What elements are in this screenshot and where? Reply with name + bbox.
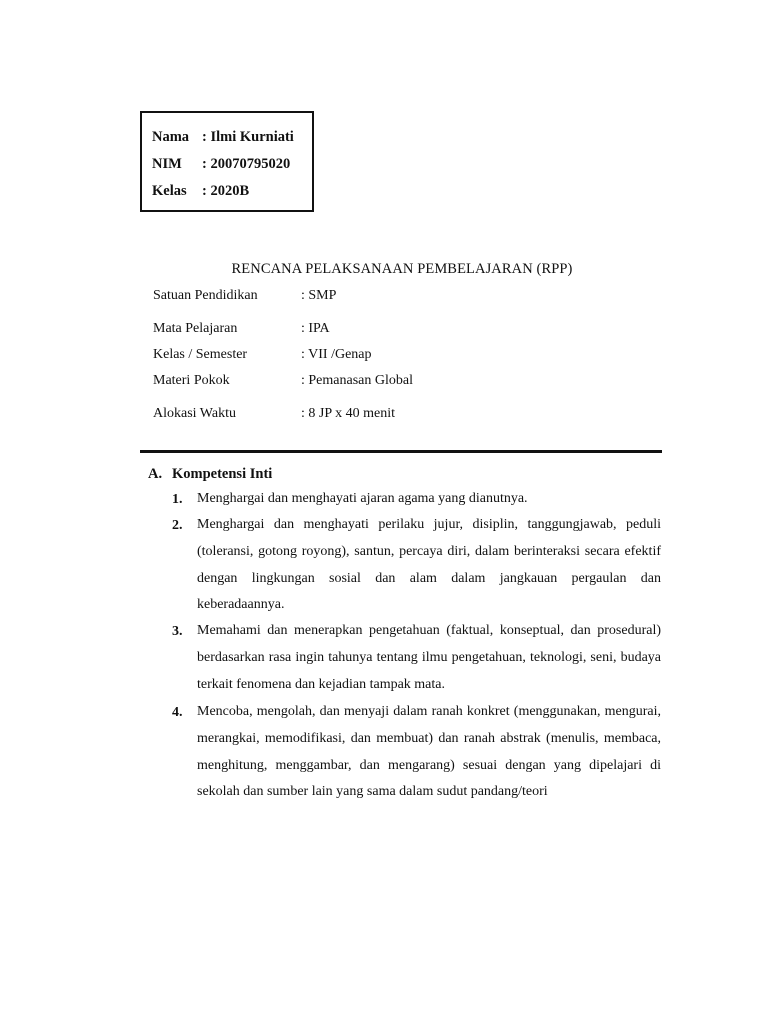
document-title: RENCANA PELAKSANAAN PEMBELAJARAN (RPP)	[231, 261, 573, 277]
meta-row-satuan	[153, 288, 336, 304]
section-letter: A.	[148, 466, 163, 482]
class-value: : 2020B	[202, 183, 250, 199]
list-item-text: Memahami dan menerapkan pengetahuan (faktual, konseptual, dan prosedural) berdasarkan rasa ingin tahunya tentang ilmu pengetahuan, teknologi, seni, budaya terkait fenomena dan kejadian tampak mata.	[197, 623, 661, 692]
list-item-text: Menghargai dan menghayati ajaran agama yang dianutnya.	[197, 491, 528, 506]
name-label: Nama	[152, 129, 190, 145]
meta-key: Alokasi Waktu	[153, 406, 236, 421]
name-value: : Ilmi Kurniati	[202, 129, 294, 145]
section-heading	[148, 466, 272, 483]
meta-value: : 8 JP x 40 menit	[301, 406, 395, 421]
class-row	[152, 183, 249, 200]
nim-row	[152, 156, 290, 173]
list-item-number: 3.	[172, 624, 183, 639]
nim-label: NIM	[152, 156, 182, 172]
meta-key: Kelas / Semester	[153, 347, 248, 362]
list-item-text: Menghargai dan menghayati perilaku jujur, disiplin, tanggungjawab, peduli (toleransi, gotong royong), santun, percaya diri, dalam berinteraksi secara efektif dengan lingkungan sosial dan alam dalam jangkauan pergaulan dan keberadaannya.	[197, 517, 661, 613]
meta-key: Satuan Pendidikan	[153, 288, 258, 303]
list-item-number: 4.	[172, 705, 183, 720]
list-item-text: Mencoba, mengolah, dan menyaji dalam ranah konkret (menggunakan, mengurai, merangkai, memodifikasi, dan membuat) dan ranah abstrak (menulis, membaca, menghitung, menggambar, dan mengarang) sesuai dengan yang dipelajari di sekolah dan sumber lain yang sama dalam sudut pandang/teori	[197, 704, 661, 800]
meta-value: : Pemanasan Global	[301, 373, 413, 388]
meta-value: : IPA	[301, 321, 330, 336]
nim-value: : 20070795020	[202, 156, 291, 172]
list-item-number: 1.	[172, 492, 183, 507]
meta-row-alokasi	[153, 406, 395, 422]
section-title: Kompetensi Inti	[172, 466, 273, 482]
list-item-number: 2.	[172, 518, 183, 533]
student-identity-box	[140, 111, 314, 212]
meta-key: Mata Pelajaran	[153, 321, 238, 336]
meta-value: : VII /Genap	[301, 347, 372, 362]
meta-row-kelas	[153, 347, 372, 363]
meta-row-mapel	[153, 321, 330, 337]
meta-key: Materi Pokok	[153, 373, 230, 388]
class-label: Kelas	[152, 183, 187, 199]
meta-value: : SMP	[301, 288, 337, 303]
name-row	[152, 129, 294, 146]
horizontal-divider	[140, 450, 662, 453]
meta-row-materi	[153, 373, 413, 389]
